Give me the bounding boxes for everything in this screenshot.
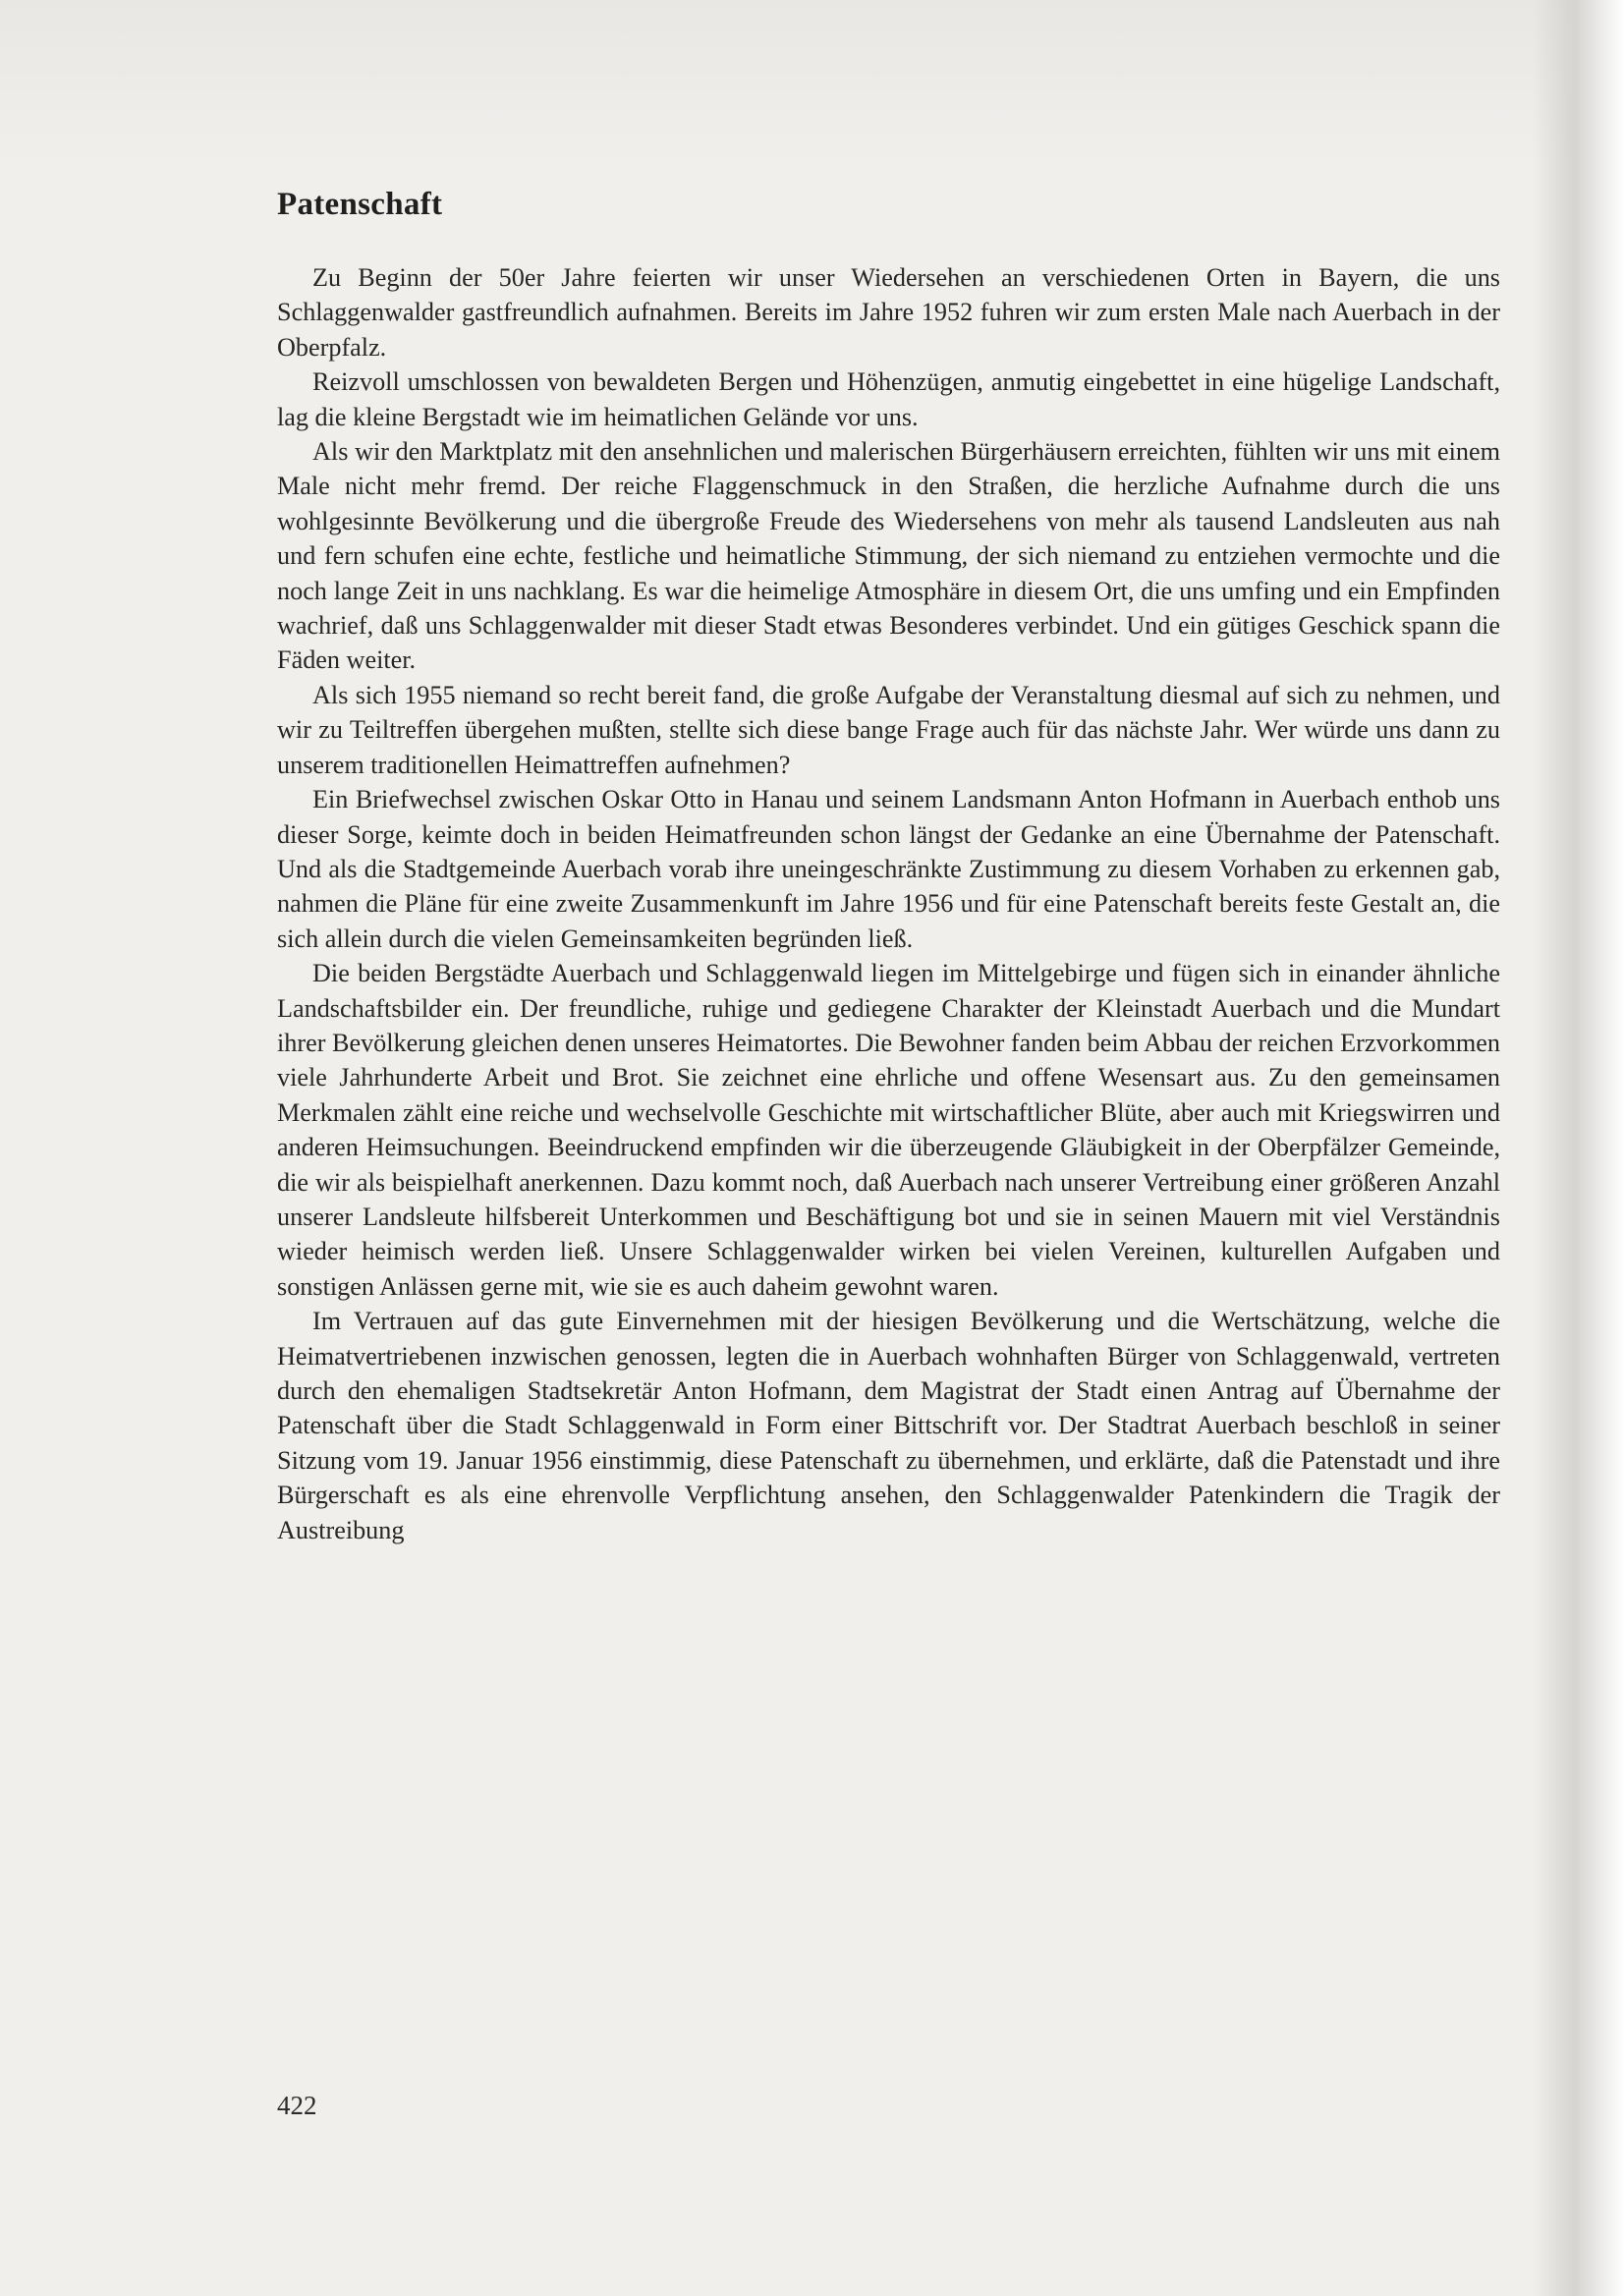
paragraph-7: Im Vertrauen auf das gute Einvernehmen mit der hiesigen Bevölkerung und die Wertschätzung, welche die Heimatvertriebenen inzwischen genossen, legten die in Auerbach wohnhaften Bürger von Schlaggenwald, vertreten durch den ehemaligen Stadtsekretär Anton Hofmann, dem Magistrat der Stadt einen Antrag auf Übernahme der Patenschaft über die Stadt Schlaggenwald in Form einer Bittschrift vor. Der Stadtrat Auerbach beschloß in seiner Sitzung vom 19. Januar 1956 einstimmig, diese Patenschaft zu übernehmen, und erklärte, daß die Patenstadt und ihre Bürgerschaft es als eine ehrenvolle Verpflichtung ansehen, den Schlaggenwalder Patenkindern die Tragik der Austreibung <box>277 1307 1500 1544</box>
page-number: 422 <box>277 2091 317 2120</box>
paragraph-1: Zu Beginn der 50er Jahre feierten wir unser Wiedersehen an verschiedenen Orten in Bayern, die uns Schlaggenwalder gastfreundlich aufnahmen. Bereits im Jahre 1952 fuhren wir zum ersten Male nach Auerbach in der Oberpfalz. <box>277 263 1500 362</box>
page-edge-shadow <box>1533 0 1624 2296</box>
paragraph-6: Die beiden Bergstädte Auerbach und Schlaggenwald liegen im Mittelgebirge und fügen sich in einander ähnliche Landschaftsbilder ein. Der freundliche, ruhige und gediegene Charakter der Kleinstadt Auerbach und die Mundart ihrer Bevölkerung gleichen denen unseres Heimatortes. Die Bewohner fanden beim Abbau der reichen Erzvorkommen viele Jahrhunderte Arbeit und Brot. Sie zeichnet eine ehrliche und offene Wesensart aus. Zu den gemeinsamen Merkmalen zählt eine reiche und wechselvolle Geschichte mit wirtschaftlicher Blüte, aber auch mit Kriegswirren und anderen Heimsuchungen. Beeindruckend empfinden wir die überzeugende Gläubigkeit in der Oberpfälzer Gemeinde, die wir als beispielhaft anerkennen. Dazu kommt noch, daß Auerbach nach unserer Vertreibung einer größeren Anzahl unserer Landsleute hilfsbereit Unterkommen und Beschäftigung bot und sie in seinen Mauern mit viel Verständnis wieder heimisch werden ließ. Unsere Schlaggenwalder wirken bei vielen Vereinen, kulturellen Aufgaben und sonstigen Anlässen gerne mit, wie sie es auch daheim gewohnt waren. <box>277 959 1500 1301</box>
page-content <box>277 187 1500 1547</box>
paragraph-3: Als wir den Marktplatz mit den ansehnlichen und malerischen Bürgerhäusern erreichten, fühlten wir uns mit einem Male nicht mehr fremd. Der reiche Flaggenschmuck in den Straßen, die herzliche Aufnahme durch die uns wohlgesinnte Bevölkerung und die übergroße Freude des Wiedersehens von mehr als tausend Landsleuten aus nah und fern schufen eine echte, festliche und heimatliche Stimmung, der sich niemand zu entziehen vermochte und die noch lange Zeit in uns nachklang. Es war die heimelige Atmosphäre in diesem Ort, die uns umfing und ein Empfinden wachrief, daß uns Schlaggenwalder mit dieser Stadt etwas Besonderes verbindet. Und ein gütiges Geschick spann die Fäden weiter. <box>277 437 1500 675</box>
paragraph-5: Ein Briefwechsel zwischen Oskar Otto in Hanau und seinem Landsmann Anton Hofmann in Auerbach enthob uns dieser Sorge, keimte doch in beiden Heimatfreunden schon längst der Gedanke an eine Übernahme der Patenschaft. Und als die Stadtgemeinde Auerbach vorab ihre uneingeschränkte Zustimmung zu diesem Vorhaben zu erkennen gab, nahmen die Pläne für eine zweite Zusammenkunft im Jahre 1956 und für eine Patenschaft bereits feste Gestalt an, die sich allein durch die vielen Gemeinsamkeiten begründen ließ. <box>277 785 1500 953</box>
section-title: Patenschaft <box>277 187 443 222</box>
paragraph-4: Als sich 1955 niemand so recht bereit fand, die große Aufgabe der Veranstaltung diesmal auf sich zu nehmen, und wir zu Teiltreffen übergehen mußten, stellte sich diese bange Frage auch für das nächste Jahr. Wer würde uns dann zu unserem traditionellen Heimattreffen aufnehmen? <box>277 680 1500 779</box>
paragraph-2: Reizvoll umschlossen von bewaldeten Bergen und Höhenzügen, anmutig eingebettet in eine hügelige Landschaft, lag die kleine Bergstadt wie im heimatlichen Gelände vor uns. <box>277 367 1500 431</box>
